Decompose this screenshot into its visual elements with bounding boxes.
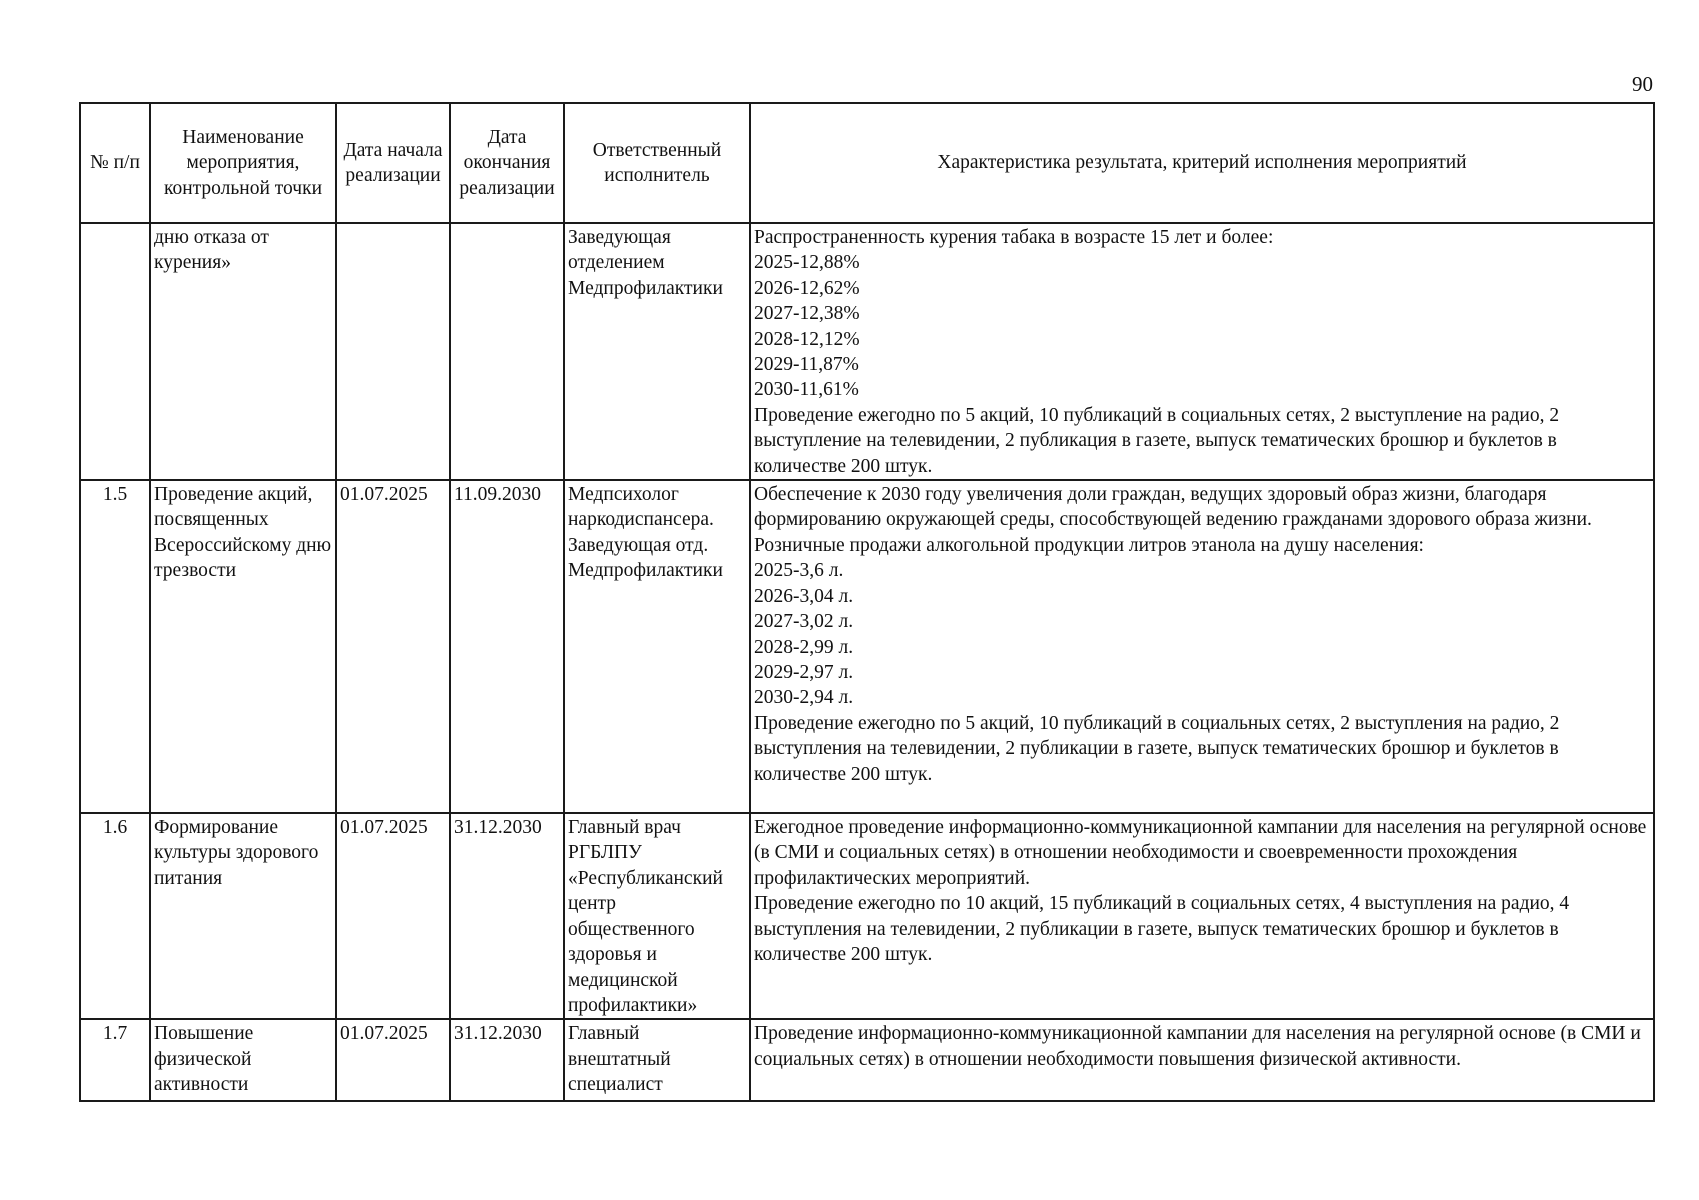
result-line: 2028-2,99 л. <box>754 636 854 658</box>
result-line: Распространенность курения табака в возрасте 15 лет и более: <box>754 227 1274 248</box>
activities-table <box>79 102 1655 1102</box>
result-line: 2030-11,61% <box>754 379 859 401</box>
table-header-row <box>80 103 1654 223</box>
result-line: 2029-11,87% <box>754 354 859 376</box>
result-line: Обеспечение к 2030 году увеличения доли граждан, ведущих здоровый образ жизни, благодаря формированию окружающей среды, способствующей ведению гражданами здорового образа жизни. <box>754 484 1592 531</box>
result-line: Розничные продажи алкогольной продукции литров этанола на душу населения: <box>754 534 1424 556</box>
result-line: 2027-12,38% <box>754 303 860 325</box>
table-row <box>80 480 1654 813</box>
header-num: № п/п <box>80 103 150 223</box>
row-num: 1.5 <box>80 480 150 813</box>
row-executor: Главный врач РГБЛПУ «Республиканский центр общественного здоровья и медицинской профилактики» <box>564 813 750 1019</box>
row-name: Формирование культуры здорового питания <box>150 813 336 1019</box>
row-num: 1.7 <box>80 1019 150 1101</box>
row-executor: Медпсихолог наркодиспансера. Заведующая отд. Медпрофилактики <box>564 480 750 813</box>
result-line: Проведение информационно-коммуникационной кампании для населения на регулярной основе (в СМИ и социальных сетях) в отношении необходимости повышения физической активности. <box>754 1023 1641 1070</box>
row-end-date: 31.12.2030 <box>450 1019 564 1101</box>
header-executor: Ответственный исполнитель <box>564 103 750 223</box>
row-executor: Главный внештатный специалист <box>564 1019 750 1101</box>
result-line: Проведение ежегодно по 5 акций, 10 публикаций в социальных сетях, 2 выступления на радио, 2 выступления на телевидении, 2 публикации в газете, выпуск тематических брошюр и буклетов в количестве 200 штук. <box>754 712 1560 785</box>
result-line: 2027-3,02 л. <box>754 611 854 633</box>
header-result: Характеристика результата, критерий исполнения мероприятий <box>750 103 1654 223</box>
row-start-date <box>336 223 450 480</box>
result-line: 2026-3,04 л. <box>754 585 854 607</box>
row-num <box>80 223 150 480</box>
row-end-date: 11.09.2030 <box>450 480 564 813</box>
result-line: 2028-12,12% <box>754 328 860 350</box>
result-line: Ежегодное проведение информационно-коммуникационной кампании для населения на регулярной основе (в СМИ и социальных сетях) в отношении необходимости и своевременности прохождения профилактических мероприятий. <box>754 817 1647 889</box>
row-num: 1.6 <box>80 813 150 1019</box>
header-start-date: Дата начала реализации <box>336 103 450 223</box>
row-result <box>750 813 1654 1019</box>
result-line: 2025-3,6 л. <box>754 560 844 582</box>
result-line: Проведение ежегодно по 10 акций, 15 публикаций в социальных сетях, 4 выступления на радио, 4 выступления на телевидении, 2 публикации в газете, выпуск тематических брошюр и буклетов в количестве 200 штук. <box>754 893 1570 966</box>
result-line: 2029-2,97 л. <box>754 661 854 683</box>
row-result <box>750 223 1654 480</box>
table-row <box>80 1019 1654 1101</box>
header-end-date: Дата окончания реализации <box>450 103 564 223</box>
row-start-date: 01.07.2025 <box>336 1019 450 1101</box>
row-executor: Заведующая отделением Медпрофилактики <box>564 223 750 480</box>
result-line: Проведение ежегодно по 5 акций, 10 публикаций в социальных сетях, 2 выступление на радио, 2 выступление на телевидении, 2 публикация в газете, выпуск тематических брошюр и буклетов в количестве 200 штук. <box>754 404 1560 477</box>
table-row <box>80 223 1654 480</box>
header-name: Наименование мероприятия, контрольной точки <box>150 103 336 223</box>
row-end-date: 31.12.2030 <box>450 813 564 1019</box>
table-row <box>80 813 1654 1019</box>
row-name: дню отказа от курения» <box>150 223 336 480</box>
result-line: 2025-12,88% <box>754 252 860 274</box>
row-start-date: 01.07.2025 <box>336 813 450 1019</box>
row-result <box>750 1019 1654 1101</box>
row-end-date <box>450 223 564 480</box>
result-line: 2026-12,62% <box>754 277 860 299</box>
page-number: 90 <box>1632 72 1653 96</box>
row-start-date: 01.07.2025 <box>336 480 450 813</box>
row-result <box>750 480 1654 813</box>
result-line: 2030-2,94 л. <box>754 687 854 709</box>
row-name: Повышение физической активности <box>150 1019 336 1101</box>
row-name: Проведение акций, посвященных Всероссийскому дню трезвости <box>150 480 336 813</box>
